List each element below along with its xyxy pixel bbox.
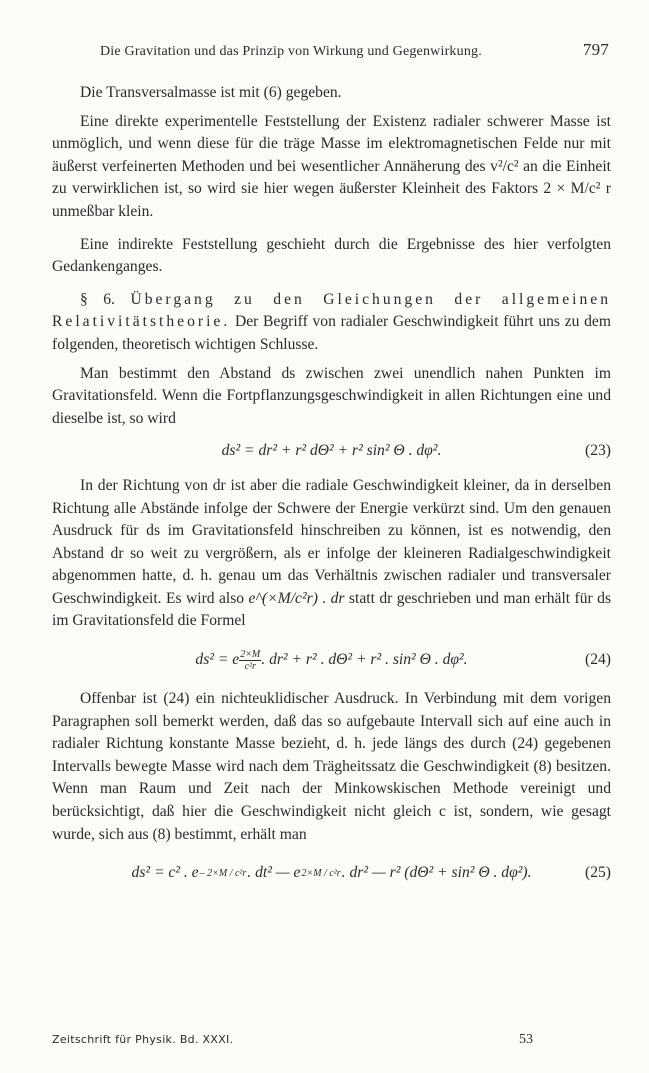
- equation-24-exponent-denominator: c²r: [244, 661, 256, 673]
- paragraph-6: [52, 475, 611, 633]
- equation-25-exponent-2-text: 2×M / c²r: [301, 868, 341, 880]
- section-6-paragraph: [52, 289, 611, 357]
- paragraph-6-part-a: In der Richtung von dr ist aber die radiale Geschwindigkeit kleiner, da in derselben Richtung alle Abstände infolge der Schwere der Energie verkürzt sind. Um den genauen Ausdruck für ds im Gravitationsfeld hinschreiben zu können, ist es notwendig, den Abstand dr so weit zu vergrößern, als er infolge der kleineren Radialgeschwindigkeit abgenommen hatte, d. h. genau um das Verhältnis zwischen radialer und transversaler Geschwindigkeit. Es wird also: [52, 476, 611, 607]
- paragraph-6-part-b: statt dr geschrieben und man erhält für ds im Gravitationsfeld die Formel: [52, 589, 612, 630]
- equation-25-middle: . dt² — e: [247, 864, 301, 882]
- page-footer: [52, 1016, 609, 1048]
- section-number: § 6.: [80, 290, 115, 308]
- section-heading: Übergang zu den Gleichungen der allgemeinen Relativitätstheorie.: [52, 290, 611, 331]
- page-number: 797: [582, 40, 609, 59]
- equation-25: [52, 862, 611, 885]
- paragraph-2: Eine direkte experimentelle Feststellung der Existenz radialer schwerer Masse ist unmöglich, und wenn diese für die träge Masse im elektromagnetischen Felde nur mit äußerst verfeinerten Methoden und bei wesentlicher Annäherung des v²/c² an die Einheit zu verwirklichen ist, so wird sie hier wegen äußerster Kleinheit des Faktors 2 × M/c² r unmeßbar klein.: [52, 112, 611, 220]
- journal-line: Zeitschrift für Physik. Bd. XXXI.: [52, 1033, 234, 1046]
- equation-24-number: (24): [585, 651, 611, 669]
- equation-24-rest: . dr² + r² . dΘ² + r² . sin² Θ . dφ².: [261, 651, 468, 669]
- sheet-number: 53: [519, 1032, 533, 1047]
- paragraph-7: Offenbar ist (24) ein nichteuklidischer Ausdruck. In Verbindung mit dem vorigen Paragraphen soll bemerkt werden, daß das so aufgebaute Intervall sich auf eine auch in radialer Richtung konstante Masse bezieht, d. h. jede längs des durch (24) gegebenen Intervalls bewegte Masse wird nach dem Trägheitssatz die Geschwindigkeit (8) besitzen. Wenn man Raum und Zeit nach der Minkowskischen Methode vereinigt und berücksichtigt, daß hier die Geschwindigkeit nicht gleich c ist, sondern, wie gesagt wurde, sich aus (8) bestimmt, erhält man: [52, 690, 611, 843]
- equation-25-number: (25): [585, 864, 611, 882]
- equation-25-exponent-1: [199, 868, 248, 879]
- equation-24-lhs: ds² = e: [195, 651, 240, 669]
- equation-23-body: ds² = dr² + r² dΘ² + r² sin² Θ . dφ².: [221, 442, 442, 460]
- paragraph-5: Man bestimmt den Abstand ds zwischen zwei unendlich nahen Punkten im Gravitationsfeld. Wenn die Fortpflanzungsgeschwindigkeit in allen Richtungen eine und dieselbe ist, so wird: [52, 364, 611, 427]
- equation-24: [52, 649, 611, 672]
- equation-25-exponent-2: [300, 868, 341, 879]
- section-text: Der Begriff von radialer Geschwindigkeit führt uns zu dem folgenden, theoretisch wichtigen Schlusse.: [52, 313, 611, 353]
- paragraph-1: Die Transversalmasse ist mit (6) gegeben.: [80, 84, 342, 101]
- inline-expression: e^(×M/c²r) . dr: [248, 589, 345, 607]
- running-header: [100, 40, 609, 60]
- paragraph-3: Eine indirekte Feststellung geschieht durch die Ergebnisse des hier verfolgten Gedankenganges.: [52, 235, 611, 276]
- equation-23: [52, 440, 611, 463]
- running-title: Die Gravitation und das Prinzip von Wirkung und Gegenwirkung.: [100, 44, 482, 59]
- body-text: [52, 82, 611, 901]
- equation-24-exponent: [239, 649, 261, 672]
- equation-24-exponent-numerator: 2×M: [240, 649, 261, 661]
- equation-25-lhs: ds² = c² . e: [131, 864, 199, 882]
- equation-25-exponent-1-text: – 2×M / c²r: [199, 868, 247, 880]
- equation-25-rest: . dr² — r² (dΘ² + sin² Θ . dφ²).: [341, 864, 532, 882]
- equation-23-number: (23): [585, 442, 611, 460]
